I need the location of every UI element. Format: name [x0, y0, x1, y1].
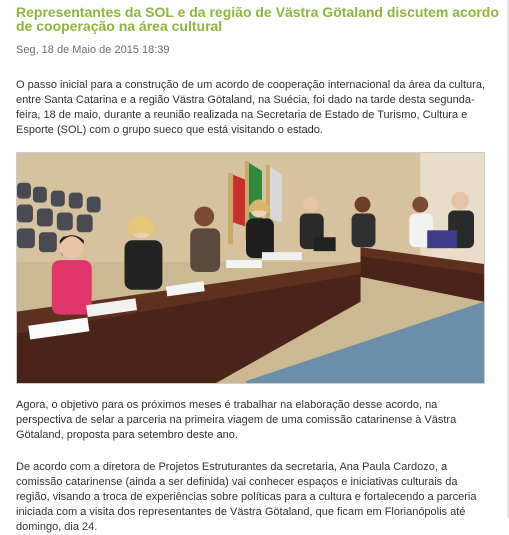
article-paragraph-1: O passo inicial para a construção de um acordo de cooperação internacional da área da cultura, entre Santa Catarina e a região Västra Götaland, na Suécia, foi dado na tarde desta segunda-feira, 18 de maio, durante a reunião realizada na Secretaria de Estado de Turismo, Cultura e Esporte (SOL) com o grupo sueco que está visitando o estado.: [16, 79, 486, 136]
article-title[interactable]: Representantes da SOL e da região de Västra Götaland discutem acordo de cooperação na área cultural: [16, 4, 499, 34]
article-paragraph-3: De acordo com a diretora de Projetos Estruturantes da secretaria, Ana Paula Cardozo, a comissão catarinense (ainda a ser definida) vai conhecer espaços e iniciativas culturais da região, visando a troca de experiências sobre políticas para a cultura e fortalecendo a parceria iniciada com a visita dos representantes de Västra Götaland, que ficam em Florianópolis até domingo, dia 24.: [16, 461, 477, 533]
article-paragraph-2: Agora, o objetivo para os próximos meses é trabalhar na elaboração desse acordo, na perspectiva de selar a parceria na primeira viagem de uma comissão catarinense à Västra Götaland, proposta para setembro deste ano.: [16, 399, 457, 441]
meeting-photo: [16, 152, 485, 384]
meeting-photo-illustration: [17, 153, 484, 383]
article-date: Seg, 18 de Maio de 2015 18:39: [16, 44, 170, 56]
